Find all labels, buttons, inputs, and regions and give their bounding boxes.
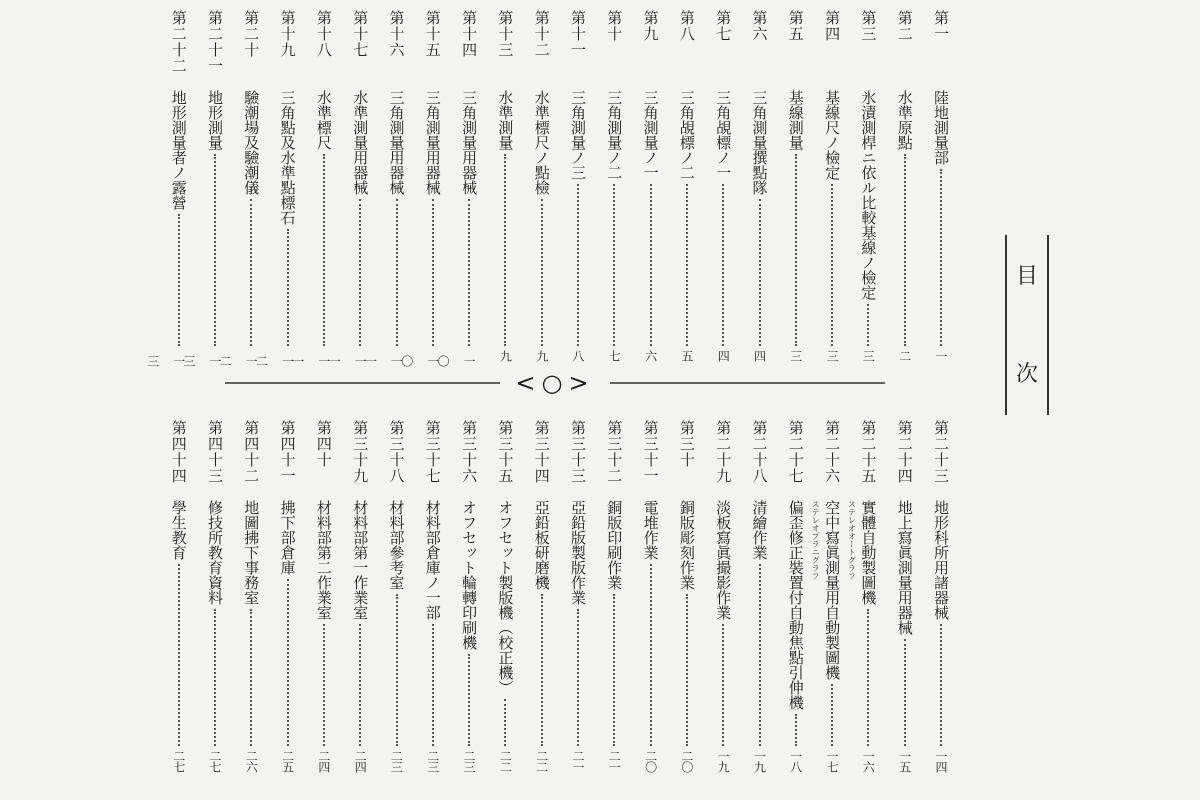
entry-page: 一九 xyxy=(752,750,767,772)
entry-title: 氷漬測桿ニ依ル比較基線ノ檢定 xyxy=(859,90,878,300)
toc-entry xyxy=(892,420,918,790)
entry-number: 第十九 xyxy=(278,10,297,58)
entry-title: オフセット輪轉印刷機 xyxy=(460,500,479,650)
entry-number: 第二十六 xyxy=(823,420,842,484)
toc-entry xyxy=(202,420,228,790)
entry-title: 銅版印刷作業 xyxy=(605,500,624,590)
entry-page: 四 xyxy=(716,350,731,361)
entry-title: 陸地測量部 xyxy=(932,90,950,165)
leader-dots xyxy=(867,609,869,746)
entry-page: 一四 xyxy=(934,750,948,772)
toc-entry xyxy=(347,420,373,790)
toc-title-char: 次 xyxy=(1015,362,1038,387)
leader-dots xyxy=(468,199,470,346)
toc-entry xyxy=(399,10,446,370)
entry-page: 二四 xyxy=(353,750,368,772)
entry-page: 一九 xyxy=(716,750,731,772)
entry-number: 第三十九 xyxy=(351,420,370,484)
entry-title: 水準測量用器械 xyxy=(351,90,370,195)
toc-entry xyxy=(710,10,736,370)
entry-page: 四 xyxy=(752,350,767,361)
toc-entry xyxy=(492,420,518,790)
entry-number: 第六 xyxy=(750,10,769,42)
toc-entry xyxy=(565,420,591,790)
toc-entry xyxy=(783,10,809,370)
entry-title: 材料部第一作業室 xyxy=(351,500,370,620)
entry-number: 第二十一 xyxy=(206,10,224,74)
entry-title: 三角測量用器械 xyxy=(460,90,479,195)
entry-title: 清繪作業 xyxy=(750,500,769,560)
leader-dots xyxy=(504,699,506,746)
leader-dots xyxy=(250,609,252,746)
leader-dots xyxy=(178,564,180,746)
leader-dots xyxy=(613,594,615,746)
entry-title: 亞鉛版製版作業 xyxy=(569,500,587,605)
toc-entry xyxy=(420,420,446,790)
entry-title: 銅版彫刻作業 xyxy=(677,500,696,590)
entry-title: 基線測量 xyxy=(786,90,805,150)
entry-number: 第二十二 xyxy=(169,10,188,74)
leader-dots xyxy=(577,609,579,746)
entry-number: 第七 xyxy=(714,10,733,42)
entry-number: 第十二 xyxy=(532,10,551,58)
leader-dots xyxy=(686,594,688,746)
toc-entry xyxy=(674,420,700,790)
entry-ruby: ステレオプラニグラフ xyxy=(811,500,821,580)
leader-dots xyxy=(541,594,543,746)
entry-page: 二五 xyxy=(280,750,295,772)
entry-title: 偏歪修正裝置付自動焦點引伸機 xyxy=(786,500,805,710)
leader-dots xyxy=(577,184,579,346)
entry-title: 地形測量 xyxy=(206,90,224,150)
entry-page: 二 xyxy=(897,350,912,361)
entry-number: 第四十一 xyxy=(278,420,297,484)
entry-page: 一七 xyxy=(825,750,840,772)
leader-dots xyxy=(323,624,325,746)
leader-dots xyxy=(287,229,289,346)
toc-entry xyxy=(747,420,773,790)
entry-number: 第三十二 xyxy=(605,420,624,484)
entry-title: 空中寫眞測量用自動製圖機 xyxy=(823,500,842,680)
entry-title: 基線尺ノ檢定 xyxy=(823,90,842,180)
entry-title: 三角覘標ノ二 xyxy=(677,90,696,180)
entry-number: 第三十三 xyxy=(569,420,587,484)
entry-page: 二四 xyxy=(316,750,331,772)
leader-dots xyxy=(287,579,289,746)
divider-ornament: <○> xyxy=(515,369,595,397)
entry-number: 第十四 xyxy=(460,10,479,58)
entry-title: オフセット製版機（校正機） xyxy=(496,500,515,695)
toc-entry xyxy=(456,420,482,790)
entry-number: 第十一 xyxy=(569,10,587,58)
entry-title: 淡板寫眞撮影作業 xyxy=(714,500,733,620)
entry-number: 第十八 xyxy=(314,10,333,58)
entry-title: 修技所教育資料 xyxy=(206,500,224,605)
toc-entry xyxy=(601,10,627,370)
entry-title: 地圖拂下事務室 xyxy=(242,500,261,605)
entry-title: 三角測量ノ三 xyxy=(569,90,587,180)
toc-entry xyxy=(565,10,591,370)
entry-number: 第八 xyxy=(677,10,696,42)
leader-dots xyxy=(940,624,942,746)
toc-entry xyxy=(145,10,192,370)
entry-number: 第十七 xyxy=(351,10,370,58)
entry-page: 五 xyxy=(679,350,694,361)
entry-title: 水準標尺 xyxy=(314,90,333,150)
entry-page: 六 xyxy=(643,350,658,361)
leader-dots xyxy=(867,304,869,346)
toc-entry xyxy=(529,10,555,370)
entry-number: 第十六 xyxy=(387,10,406,58)
entry-number: 第四十 xyxy=(314,420,333,468)
toc-entry xyxy=(327,10,373,370)
leader-dots xyxy=(178,214,180,346)
leader-dots xyxy=(940,169,942,346)
entry-number: 第三十七 xyxy=(423,420,442,484)
entry-page: 一一 xyxy=(327,354,368,366)
entry-page: 七 xyxy=(607,350,622,361)
entry-page: 一六 xyxy=(861,750,876,772)
entry-title: 地形測量者ノ露營 xyxy=(169,90,188,210)
entry-title: 拂下部倉庫 xyxy=(278,500,297,575)
entry-title: 材料部第二作業室 xyxy=(314,500,333,620)
entry-page: 二〇 xyxy=(643,750,658,772)
entry-title: 學生教育 xyxy=(169,500,188,560)
leader-dots xyxy=(613,184,615,346)
entry-page: 一五 xyxy=(897,750,912,772)
leader-dots xyxy=(686,184,688,346)
leader-dots xyxy=(396,199,398,346)
entry-number: 第四十三 xyxy=(206,420,224,484)
entry-page: 二二 xyxy=(534,750,549,772)
toc-entry xyxy=(363,10,410,370)
entry-title: 材料部倉庫ノ一部 xyxy=(423,500,442,620)
entry-page: 一二 xyxy=(254,354,295,366)
toc-entry xyxy=(384,420,410,790)
entry-number: 第十五 xyxy=(423,10,442,58)
entry-ruby: ステレオオートグラフ xyxy=(847,500,857,580)
entry-title: 亞鉛板研磨機 xyxy=(532,500,551,590)
entry-page: 二六 xyxy=(244,750,259,772)
toc-entry xyxy=(182,10,228,370)
entry-title: 實體自動製圖機 xyxy=(859,500,878,605)
entry-page: 三 xyxy=(788,350,803,361)
entry-number: 第二十八 xyxy=(750,420,769,484)
leader-dots xyxy=(904,154,906,346)
entry-page: 一一 xyxy=(290,354,331,366)
entry-number: 第九 xyxy=(641,10,660,42)
entry-page: 三 xyxy=(825,350,840,361)
entry-page: 三 xyxy=(861,350,876,361)
entry-title: 三角點及水準點標石 xyxy=(278,90,297,225)
entry-number: 第二十三 xyxy=(932,420,950,484)
toc-entry xyxy=(492,10,518,370)
leader-dots xyxy=(323,154,325,346)
entry-title: 水準原點 xyxy=(895,90,914,150)
entry-page: 二一 xyxy=(571,750,585,772)
leader-dots xyxy=(396,594,398,746)
entry-page: 九 xyxy=(498,350,513,361)
leader-dots xyxy=(432,199,434,346)
toc-entry xyxy=(710,420,736,790)
leader-dots xyxy=(831,184,833,346)
entry-number: 第三十六 xyxy=(460,420,479,484)
entry-number: 第三十四 xyxy=(532,420,551,484)
toc-entry xyxy=(311,420,337,790)
entry-title: 地形科所用諸器械 xyxy=(932,500,950,620)
entry-number: 第二十七 xyxy=(786,420,805,484)
entry-number: 第二十五 xyxy=(859,420,878,484)
entry-number: 第二十四 xyxy=(895,420,914,484)
entry-title: 驗潮場及驗潮儀 xyxy=(242,90,261,195)
entry-title: 水準測量 xyxy=(496,90,515,150)
leader-dots xyxy=(541,199,543,346)
entry-page: 一三 xyxy=(182,354,222,366)
entry-page: 一 xyxy=(934,350,948,361)
toc-entry xyxy=(601,420,627,790)
toc-entry xyxy=(529,420,555,790)
toc-entry xyxy=(819,10,845,370)
toc-entry xyxy=(275,420,301,790)
leader-dots xyxy=(250,199,252,346)
entry-page: 二二 xyxy=(498,750,513,772)
entry-page: 二三 xyxy=(425,750,440,772)
entry-title: 三角測量撰點隊 xyxy=(750,90,769,195)
leader-dots xyxy=(432,624,434,746)
entry-title: 三角測量ノ一 xyxy=(641,90,660,180)
entry-title: 電堆作業 xyxy=(641,500,660,560)
toc-entry xyxy=(928,10,954,370)
entry-number: 第三十八 xyxy=(387,420,406,484)
entry-title: 三角測量ノ二 xyxy=(605,90,624,180)
leader-dots xyxy=(831,684,833,746)
toc-entry xyxy=(928,420,954,790)
entry-title: 材料部參考室 xyxy=(387,500,406,590)
leader-dots xyxy=(650,564,652,746)
leader-dots xyxy=(468,654,470,746)
toc-entry xyxy=(638,10,664,370)
leader-dots xyxy=(795,154,797,346)
entry-number: 第三十 xyxy=(677,420,696,468)
toc-entry xyxy=(238,420,264,790)
toc-entry xyxy=(166,420,192,790)
entry-number: 第三十一 xyxy=(641,420,660,484)
entry-page: 一一 xyxy=(363,354,404,366)
leader-dots xyxy=(795,714,797,746)
entry-number: 第二十九 xyxy=(714,420,733,484)
entry-title: 三角覘標ノ一 xyxy=(714,90,733,180)
toc-entry xyxy=(436,10,482,370)
toc-entry xyxy=(847,420,881,790)
entry-page: 一〇 xyxy=(436,354,477,366)
entry-number: 第三 xyxy=(859,10,878,42)
toc-entry xyxy=(783,420,809,790)
toc-entry xyxy=(811,420,845,790)
entry-number: 第四十二 xyxy=(242,420,261,484)
leader-dots xyxy=(359,199,361,346)
toc-entry xyxy=(892,10,918,370)
entry-page: 二三 xyxy=(389,750,404,772)
entry-title: 地上寫眞測量用器械 xyxy=(895,500,914,635)
leader-dots xyxy=(722,624,724,746)
leader-dots xyxy=(214,154,216,346)
entry-page: 八 xyxy=(571,350,585,361)
toc-title-char: 目 xyxy=(1015,264,1038,289)
leader-dots xyxy=(214,609,216,746)
entry-number: 第十 xyxy=(605,10,624,42)
leader-dots xyxy=(722,184,724,346)
entry-page: 二一 xyxy=(607,750,622,772)
entry-number: 第十三 xyxy=(496,10,515,58)
entry-page: 一三 xyxy=(145,354,186,366)
entry-title: 三角測量用器械 xyxy=(423,90,442,195)
toc-entry xyxy=(855,10,881,370)
entry-page: 二三 xyxy=(462,750,477,772)
leader-dots xyxy=(904,639,906,746)
toc-entry xyxy=(290,10,337,370)
entry-page: 二〇 xyxy=(679,750,694,772)
entry-number: 第五 xyxy=(786,10,805,42)
entry-page: 一〇 xyxy=(399,354,440,366)
leader-dots xyxy=(359,624,361,746)
entry-page: 一二 xyxy=(218,354,259,366)
entry-number: 第一 xyxy=(932,10,950,42)
leader-dots xyxy=(504,154,506,346)
leader-dots xyxy=(759,564,761,746)
entry-page: 二七 xyxy=(208,750,222,772)
toc-entry xyxy=(254,10,301,370)
leader-dots xyxy=(759,199,761,346)
toc-entry xyxy=(218,10,264,370)
entry-number: 第二十 xyxy=(242,10,261,58)
entry-number: 第四十四 xyxy=(169,420,188,484)
toc-entry xyxy=(674,10,700,370)
entry-page: 一八 xyxy=(788,750,803,772)
toc-entry xyxy=(638,420,664,790)
entry-number: 第三十五 xyxy=(496,420,515,484)
toc-entry xyxy=(747,10,773,370)
entry-page: 二七 xyxy=(171,750,186,772)
entry-page: 九 xyxy=(534,350,549,361)
leader-dots xyxy=(650,184,652,346)
entry-number: 第二 xyxy=(895,10,914,42)
entry-title: 水準標尺ノ點檢 xyxy=(532,90,551,195)
entry-title: 三角測量用器械 xyxy=(387,90,406,195)
entry-number: 第四 xyxy=(823,10,842,42)
